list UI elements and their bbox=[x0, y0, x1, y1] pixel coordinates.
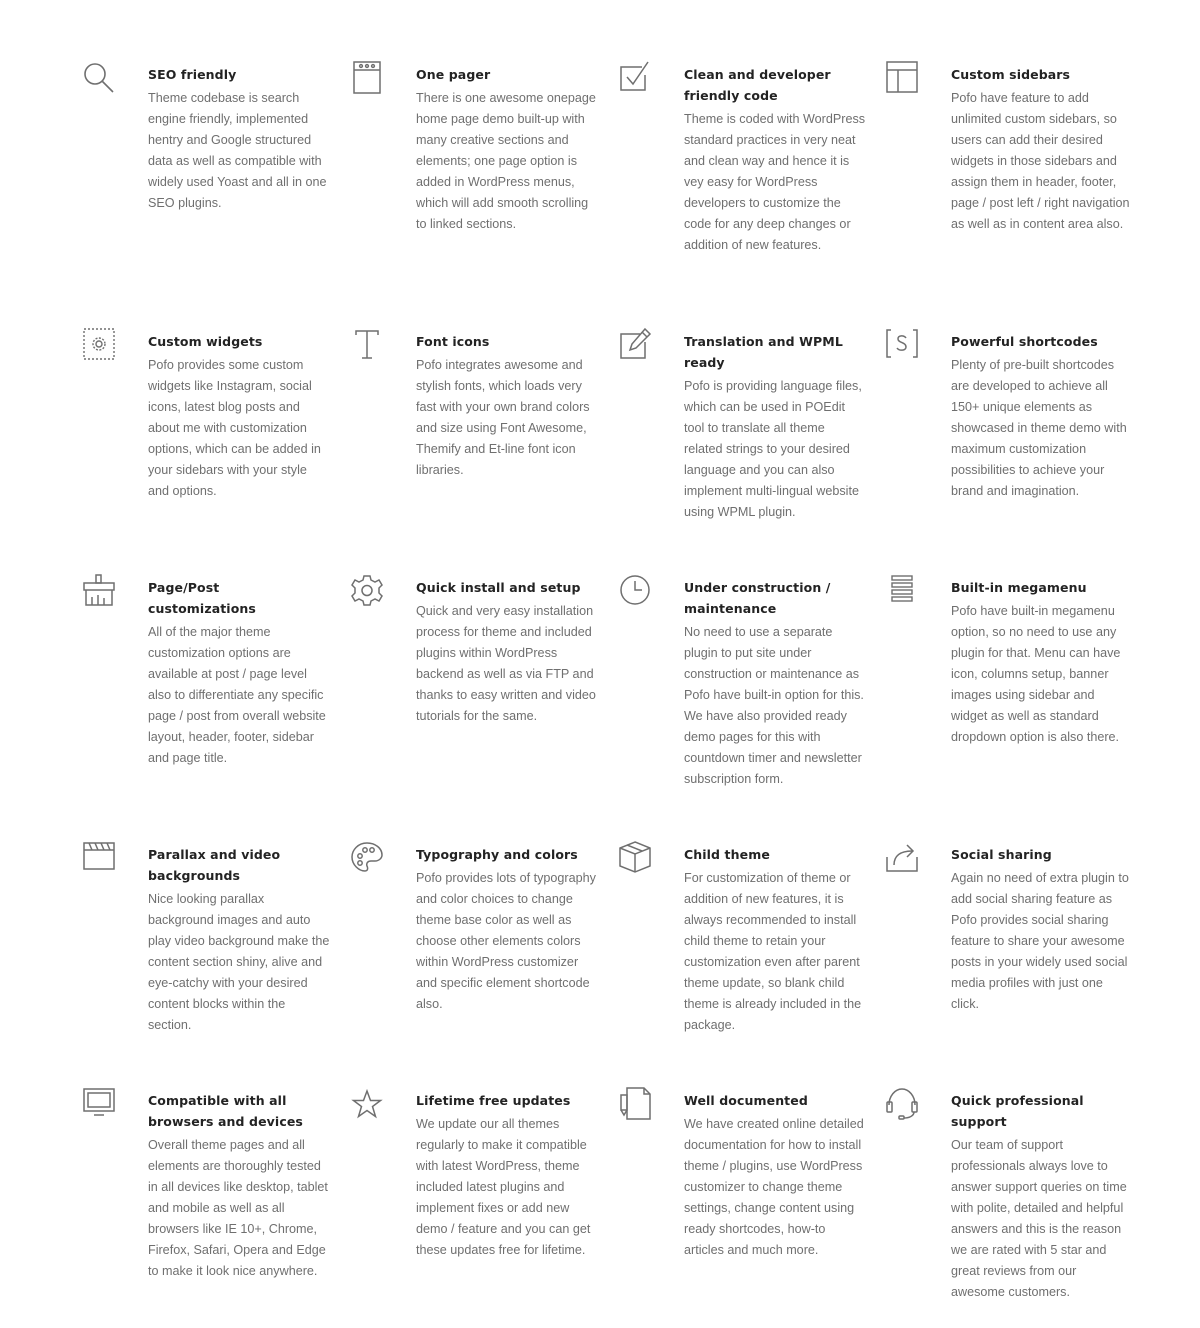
feature-description: Pofo integrates awesome and stylish fonts, which loads very fast with your own brand colors and size using Font Awesome, Themify and Et-line font icon libraries. bbox=[416, 358, 590, 477]
feature-description: We have created online detailed documentation for how to install theme / plugins, use WordPress customizer to change theme settings, change content using ready shortcodes, how-to articles and much more. bbox=[684, 1117, 864, 1257]
feature-title: Social sharing bbox=[951, 847, 1052, 862]
feature-description: There is one awesome onepage home page demo built-up with many creative sections and elements; one page option is added in WordPress menus, which will add smooth scrolling to linked sections. bbox=[416, 91, 596, 231]
feature-description: Nice looking parallax background images and auto play video background make the content section shiny, alive and eye-catchy with your desired content blocks within the section. bbox=[148, 892, 330, 1032]
widget-gear-icon bbox=[82, 328, 116, 362]
feature-description: Quick and very easy installation process for theme and included plugins within WordPress backend as well as via FTP and thanks to easy written and video tutorials for the same. bbox=[416, 604, 596, 723]
clock-icon bbox=[618, 574, 652, 608]
feature-title: Powerful shortcodes bbox=[951, 334, 1098, 349]
feature-description: Overall theme pages and all elements are thoroughly tested in all devices like desktop, tablet and mobile as well as all browsers like IE 10+, Chrome, Firefox, Safari, Opera and Edge to make it look nice anywhere. bbox=[148, 1138, 328, 1278]
feature-title: Typography and colors bbox=[416, 847, 578, 862]
feature-description: All of the major theme customization options are available at post / page level also to differentiate any specific page / post from overall website layout, header, footer, sidebar and page title. bbox=[148, 625, 326, 765]
feature-title: Page/Post customizations bbox=[148, 580, 256, 616]
feature-title: Child theme bbox=[684, 847, 770, 862]
monitor-icon bbox=[82, 1087, 116, 1121]
feature-title: Well documented bbox=[684, 1093, 808, 1108]
box-icon bbox=[618, 841, 652, 875]
feature-title: Quick install and setup bbox=[416, 580, 581, 595]
one-pager-icon bbox=[350, 61, 384, 95]
edit-pencil-icon bbox=[618, 328, 652, 362]
feature-title: Parallax and video backgrounds bbox=[148, 847, 281, 883]
search-icon bbox=[82, 61, 116, 95]
feature-description: Pofo provides some custom widgets like Instagram, social icons, latest blog posts and about me with customization options, which can be added in your sidebars with your style and options. bbox=[148, 358, 321, 498]
feature-description: Pofo is providing language files, which can be used in POEdit tool to translate all theme related strings to your desired language and you can also implement multi-lingual website using WPML plugin. bbox=[684, 379, 862, 519]
palette-icon bbox=[350, 841, 384, 875]
star-icon bbox=[350, 1087, 384, 1121]
document-icon bbox=[618, 1087, 652, 1121]
share-icon bbox=[885, 841, 919, 875]
feature-title: Clean and developer friendly code bbox=[684, 67, 831, 103]
headset-icon bbox=[885, 1087, 919, 1121]
feature-title: Translation and WPML ready bbox=[684, 334, 843, 370]
feature-description: No need to use a separate plugin to put site under construction or maintenance as Pofo have built-in option for this. We have also provided ready demo pages for this with countdown timer and newsletter subscription form. bbox=[684, 625, 864, 786]
feature-description: Pofo have built-in megamenu option, so no need to use any plugin for that. Menu can have icon, columns setup, banner images using sidebar and widget as well as standard dropdown option is also there. bbox=[951, 604, 1121, 744]
font-icon bbox=[350, 328, 384, 362]
feature-title: Custom widgets bbox=[148, 334, 263, 349]
feature-description: Again no need of extra plugin to add social sharing feature as Pofo provides social sharing feature to share your awesome posts in your widely used social media profiles with just one click. bbox=[951, 871, 1129, 1011]
feature-description: Theme is coded with WordPress standard practices in very neat and clean way and hence it is vey easy for WordPress developers to customize the code for any deep changes or addition of new features. bbox=[684, 112, 866, 252]
feature-description: Plenty of pre-built shortcodes are developed to achieve all 150+ unique elements as showcased in theme demo with maximum customization possibilities to achieve your brand and imagination. bbox=[951, 358, 1127, 498]
feature-description: Pofo provides lots of typography and color choices to change theme base color as well as choose other elements colors within WordPress customizer and specific element shortcode also. bbox=[416, 871, 596, 1011]
shortcode-icon bbox=[885, 328, 919, 362]
paint-brush-icon bbox=[82, 574, 116, 608]
feature-title: Quick professional support bbox=[951, 1093, 1084, 1129]
feature-title: One pager bbox=[416, 67, 491, 82]
feature-description: Our team of support professionals always love to answer support queries on time with polite, detailed and helpful answers and this is the reason we are rated with 5 star and great reviews from our awesome customers. bbox=[951, 1138, 1127, 1299]
feature-title: Built-in megamenu bbox=[951, 580, 1087, 595]
feature-title: Lifetime free updates bbox=[416, 1093, 571, 1108]
feature-description: Pofo have feature to add unlimited custom sidebars, so users can add their desired widgets in those sidebars and assign them in header, footer, page / post left / right navigation as well as in content area also. bbox=[951, 91, 1130, 231]
feature-title: Compatible with all browsers and devices bbox=[148, 1093, 303, 1129]
feature-description: We update our all themes regularly to make it compatible with latest WordPress, theme included latest plugins and implement fixes or add new demo / feature and you can get these updates free for lifetime. bbox=[416, 1117, 591, 1257]
checkbox-icon bbox=[618, 61, 652, 95]
clapperboard-icon bbox=[82, 841, 116, 875]
feature-title: Font icons bbox=[416, 334, 490, 349]
feature-description: Theme codebase is search engine friendly, implemented hentry and Google structured data as well as compatible with widely used Yoast and all in one SEO plugins. bbox=[148, 91, 327, 210]
layout-icon bbox=[885, 61, 919, 95]
gear-icon bbox=[350, 574, 384, 608]
menu-stack-icon bbox=[885, 574, 919, 608]
feature-title: Custom sidebars bbox=[951, 67, 1071, 82]
feature-title: Under construction / maintenance bbox=[684, 580, 831, 616]
feature-title: SEO friendly bbox=[148, 67, 237, 82]
feature-description: For customization of theme or addition of new features, it is always recommended to install child theme to retain your customization even after parent theme update, so blank child theme is already included in the package. bbox=[684, 871, 862, 1032]
